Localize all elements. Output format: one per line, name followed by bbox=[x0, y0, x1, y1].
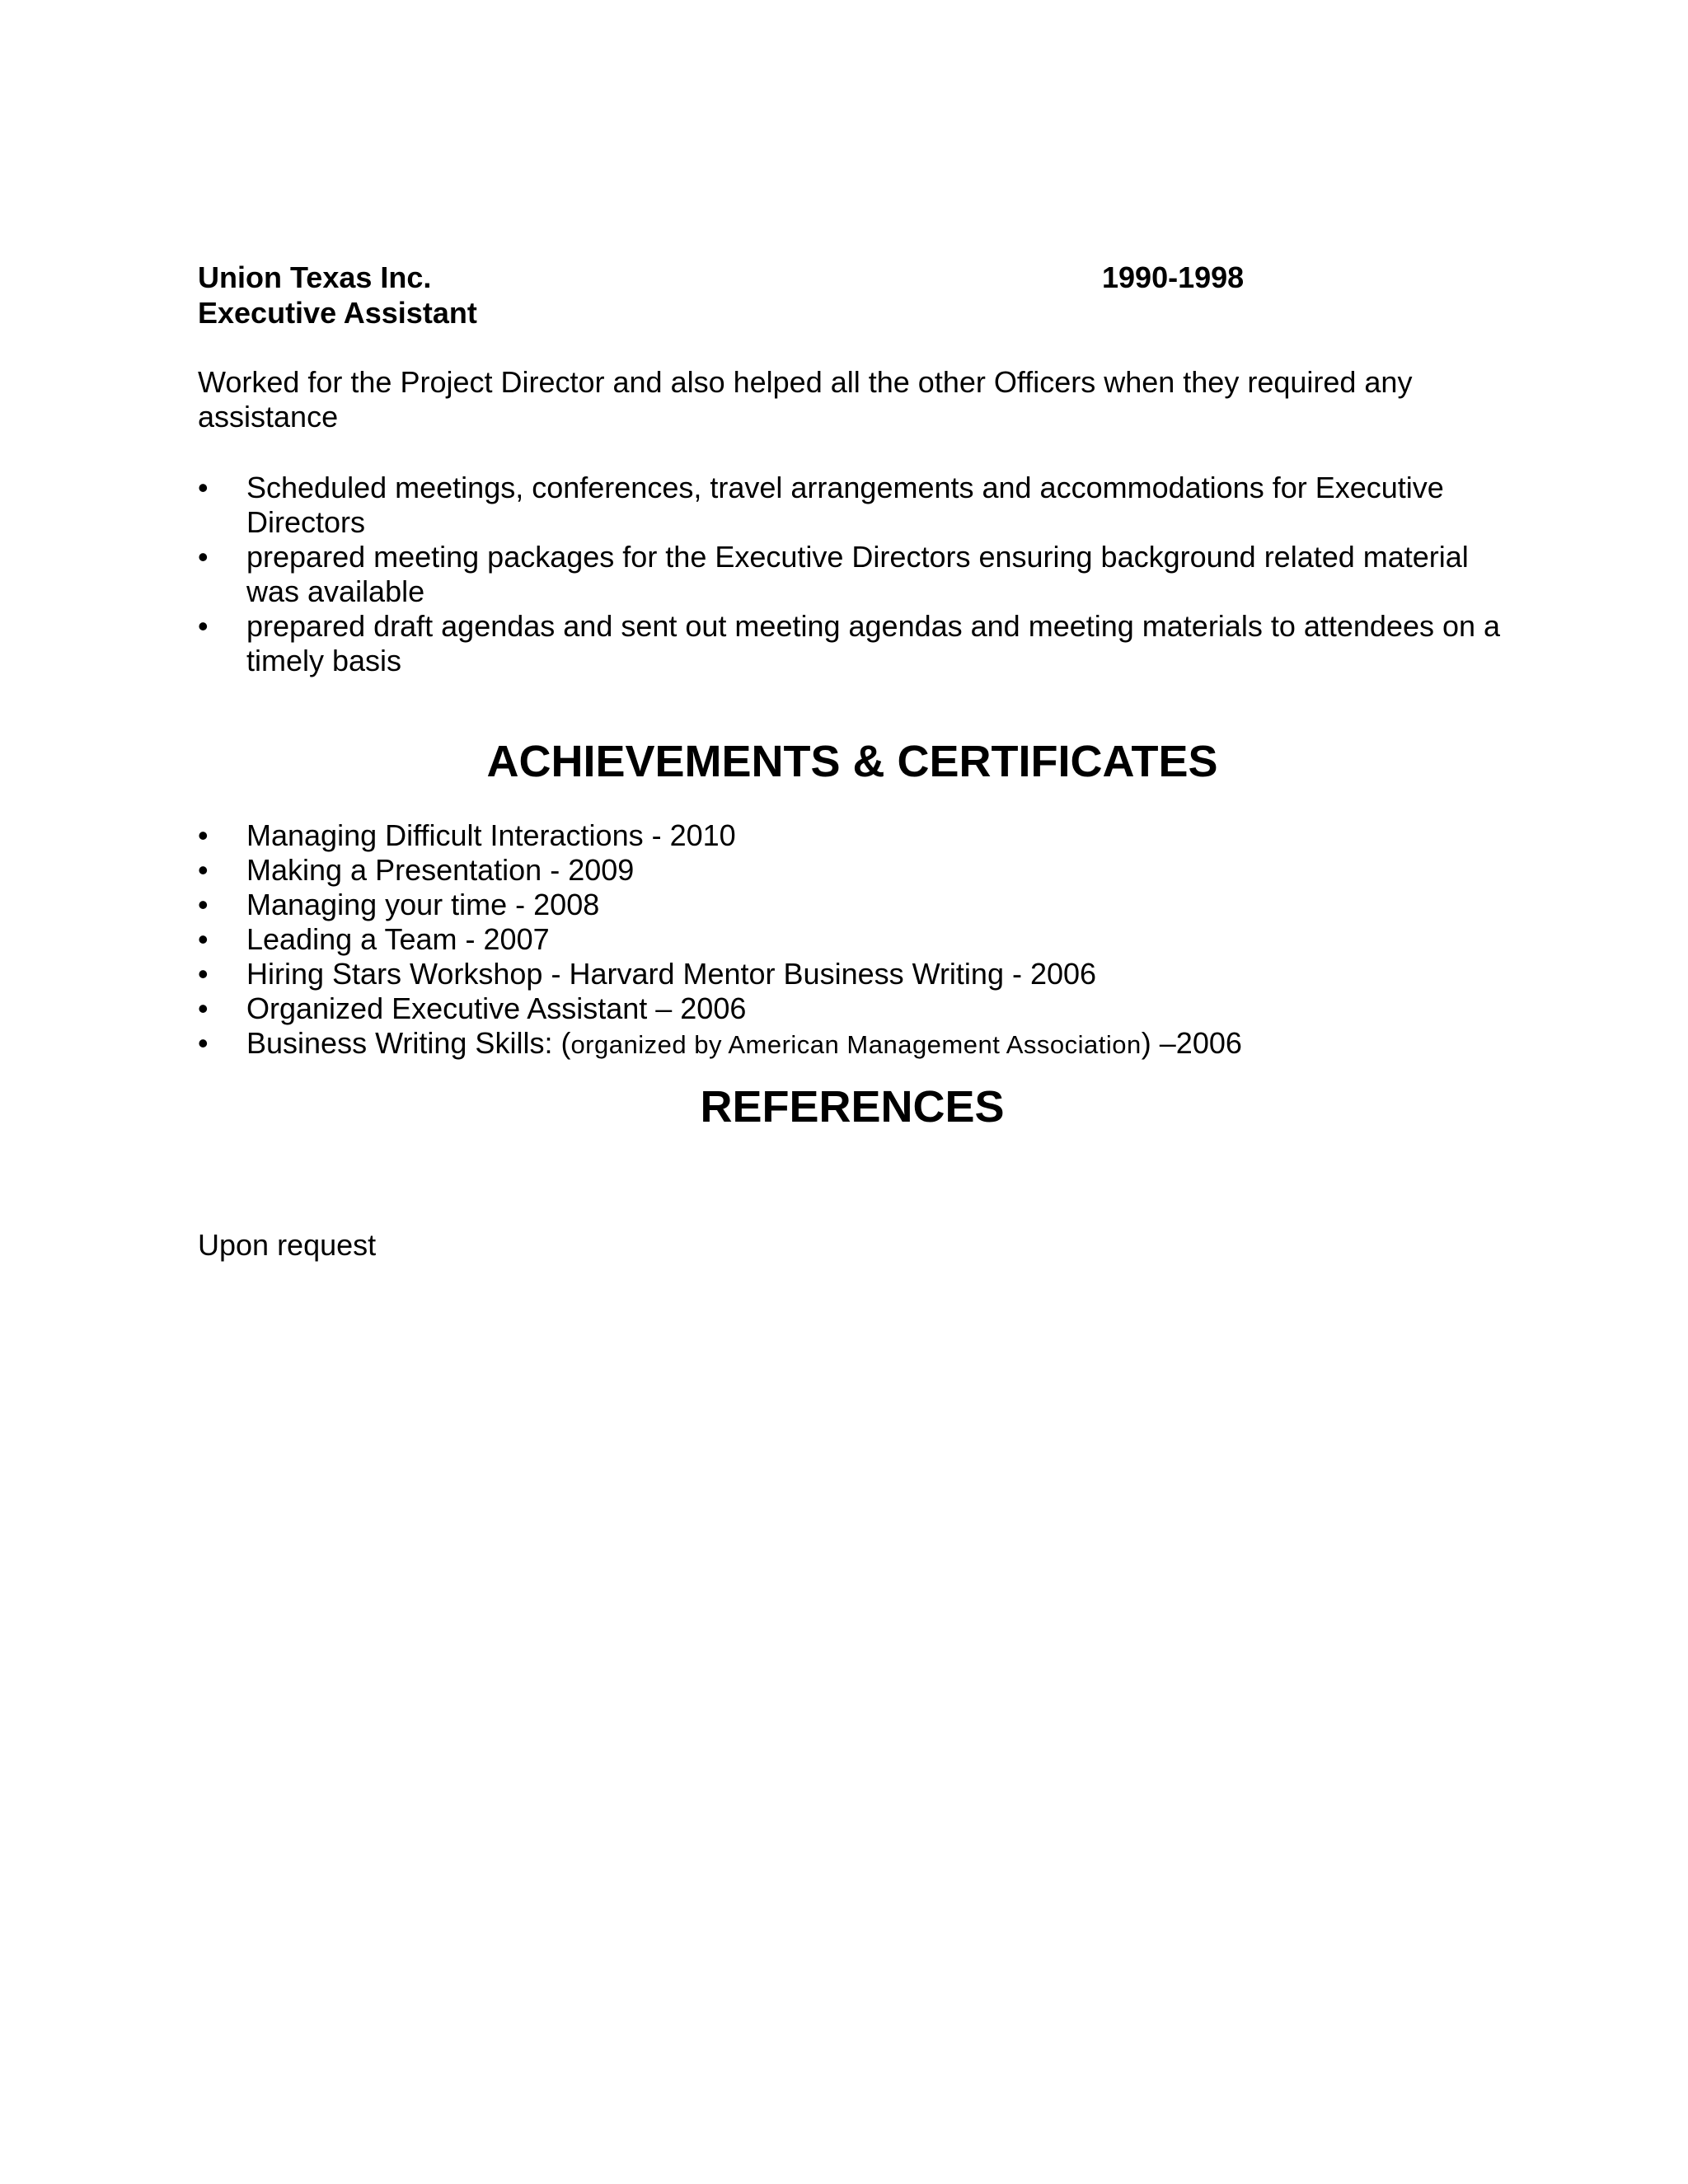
list-item bbox=[198, 471, 1508, 540]
bullet-icon: • bbox=[198, 818, 209, 852]
list-item bbox=[198, 991, 1508, 1026]
bullet-icon: • bbox=[198, 540, 209, 574]
list-item bbox=[198, 1026, 1508, 1062]
list-item bbox=[198, 609, 1508, 678]
bullet-icon: • bbox=[198, 609, 209, 643]
job-duties-list bbox=[198, 471, 1508, 678]
bullet-icon: • bbox=[198, 853, 209, 887]
achievement-text: Organized Executive Assistant – 2006 bbox=[246, 991, 747, 1025]
achievements-list bbox=[198, 818, 1508, 1062]
bullet-icon: • bbox=[198, 922, 209, 956]
bullet-icon: • bbox=[198, 888, 209, 921]
achievements-heading: ACHIEVEMENTS & CERTIFICATES bbox=[486, 737, 1218, 786]
achievement-text: Making a Presentation - 2009 bbox=[246, 853, 635, 887]
references-heading: REFERENCES bbox=[700, 1082, 1005, 1132]
job-summary: Worked for the Project Director and also helped all the other Officers when they required any assistance bbox=[198, 365, 1413, 434]
duty-text: Scheduled meetings, conferences, travel arrangements and accommodations for Executive Directors bbox=[246, 471, 1444, 539]
job-company: Union Texas Inc. bbox=[198, 260, 432, 294]
duty-text: prepared draft agendas and sent out meeting agendas and meeting materials to attendees on a timely basis bbox=[246, 609, 1501, 677]
achievement-text-suffix: ) –2006 bbox=[1141, 1026, 1242, 1060]
job-header bbox=[198, 260, 1517, 330]
list-item bbox=[198, 922, 1508, 957]
achievement-organizer: organized by American Management Association bbox=[570, 1030, 1142, 1059]
list-item bbox=[198, 818, 1508, 853]
job-dates: 1990-1998 bbox=[1102, 260, 1245, 294]
bullet-icon: • bbox=[198, 991, 209, 1025]
achievement-text: Managing your time - 2008 bbox=[246, 888, 600, 921]
list-item bbox=[198, 957, 1508, 991]
job-title: Executive Assistant bbox=[198, 296, 477, 330]
list-item bbox=[198, 853, 1508, 888]
bullet-icon: • bbox=[198, 1026, 209, 1060]
references-text: Upon request bbox=[198, 1228, 377, 1262]
list-item bbox=[198, 540, 1508, 609]
duty-text: prepared meeting packages for the Executive Directors ensuring background related material was available bbox=[246, 540, 1469, 608]
bullet-icon: • bbox=[198, 957, 209, 991]
bullet-icon: • bbox=[198, 471, 209, 504]
list-item bbox=[198, 888, 1508, 922]
achievement-text: Managing Difficult Interactions - 2010 bbox=[246, 818, 736, 852]
achievement-text: Hiring Stars Workshop - Harvard Mentor Business Writing - 2006 bbox=[246, 957, 1097, 991]
achievement-text: Leading a Team - 2007 bbox=[246, 922, 550, 956]
achievement-text-prefix: Business Writing Skills: ( bbox=[246, 1026, 571, 1060]
